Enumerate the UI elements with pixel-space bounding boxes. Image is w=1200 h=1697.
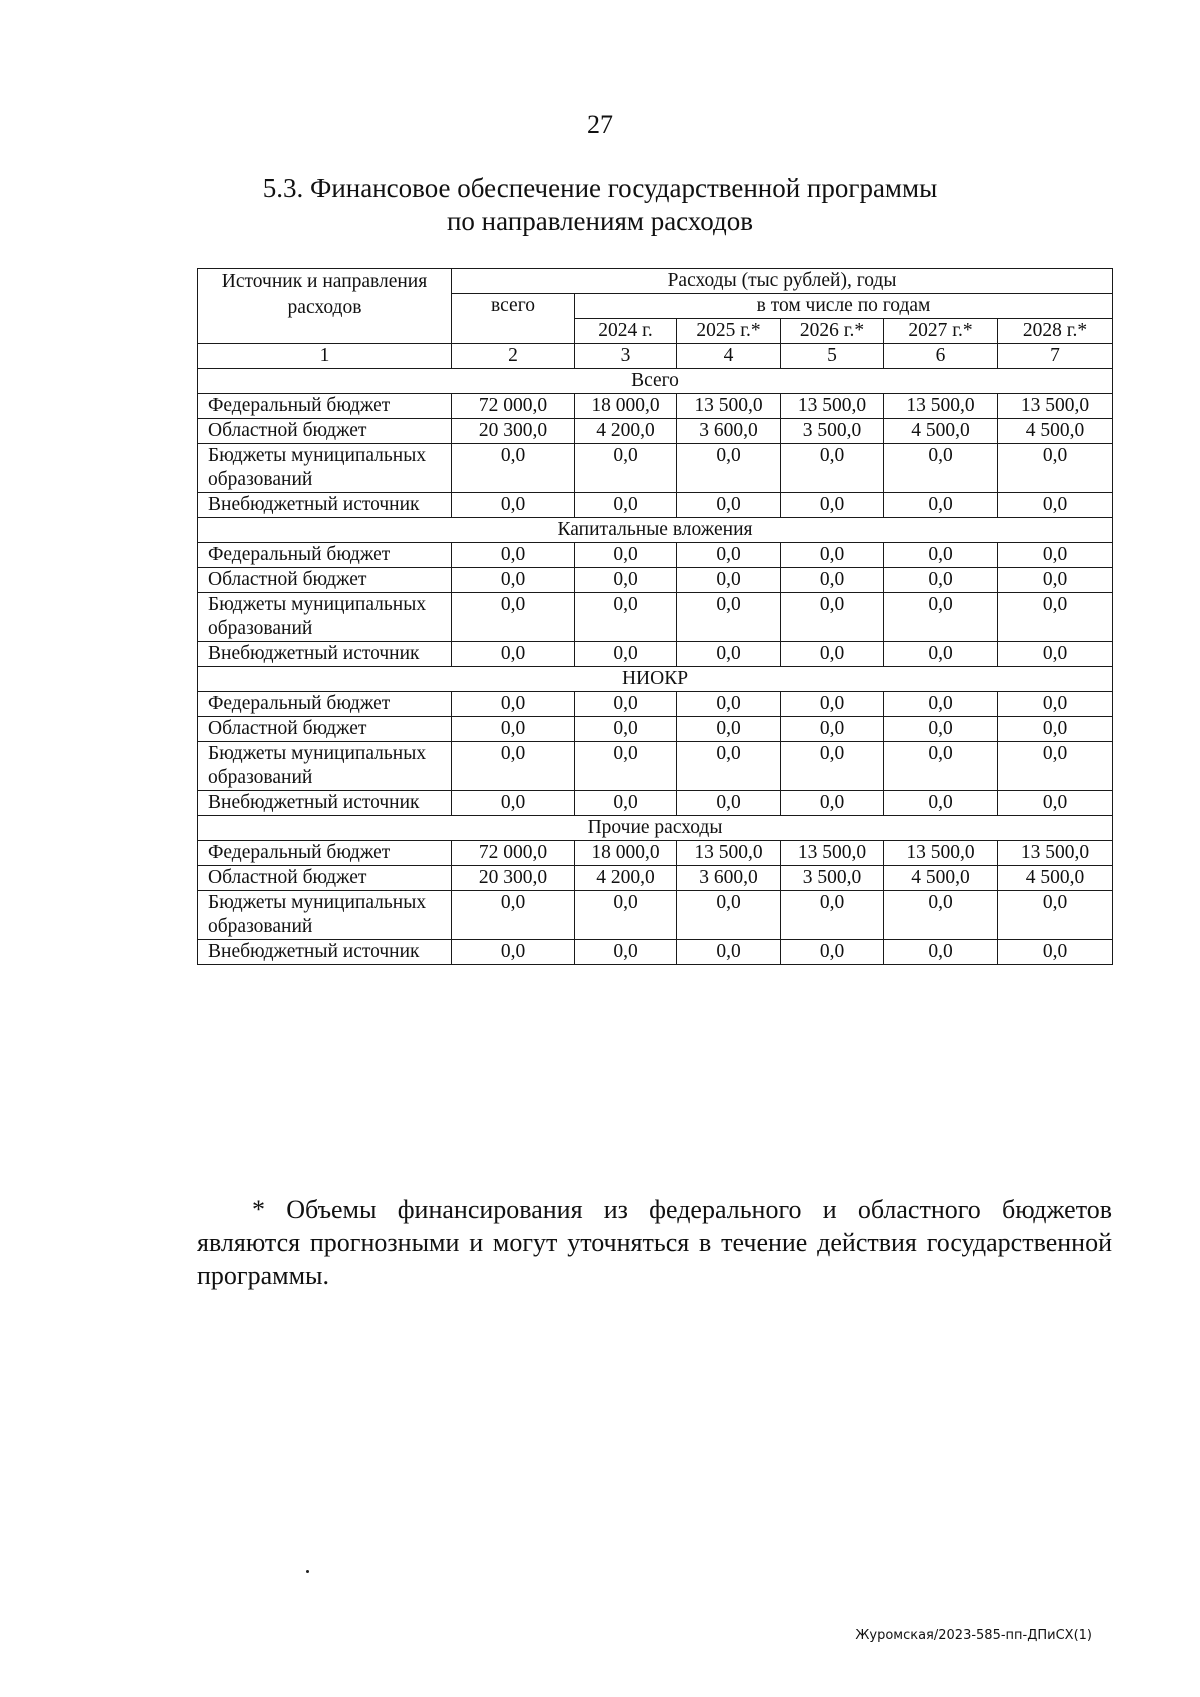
- page-number: 27: [587, 110, 613, 139]
- source-cell: Федеральный бюджет: [198, 841, 452, 866]
- value-cell: 0,0: [575, 593, 677, 642]
- value-cell: 0,0: [884, 742, 998, 791]
- column-number: 6: [884, 344, 998, 369]
- source-cell: Внебюджетный источник: [198, 940, 452, 965]
- source-cell: Федеральный бюджет: [198, 692, 452, 717]
- value-cell: 4 500,0: [884, 419, 998, 444]
- value-cell: 13 500,0: [781, 394, 884, 419]
- value-cell: 0,0: [998, 543, 1113, 568]
- header-year: 2025 г.*: [677, 319, 781, 344]
- value-cell: 0,0: [998, 444, 1113, 493]
- table-row: [198, 891, 1113, 940]
- value-cell: 0,0: [884, 543, 998, 568]
- column-numbers-row: [198, 344, 1113, 369]
- value-cell: 0,0: [998, 742, 1113, 791]
- value-cell: 0,0: [677, 742, 781, 791]
- value-cell: 72 000,0: [452, 394, 575, 419]
- value-cell: 3 500,0: [781, 419, 884, 444]
- table-row: [198, 543, 1113, 568]
- table-row: [198, 791, 1113, 816]
- value-cell: 0,0: [884, 493, 998, 518]
- value-cell: 13 500,0: [998, 394, 1113, 419]
- source-cell: Бюджеты муниципальных образований: [198, 444, 452, 493]
- header-row-1: [198, 269, 1113, 294]
- section-title: НИОКР: [198, 667, 1113, 692]
- value-cell: 0,0: [452, 791, 575, 816]
- table-row: [198, 568, 1113, 593]
- value-cell: 0,0: [884, 593, 998, 642]
- table-row: [198, 419, 1113, 444]
- value-cell: 0,0: [884, 717, 998, 742]
- value-cell: 13 500,0: [781, 841, 884, 866]
- value-cell: 0,0: [452, 642, 575, 667]
- value-cell: 0,0: [781, 642, 884, 667]
- value-cell: 0,0: [677, 493, 781, 518]
- value-cell: 0,0: [998, 791, 1113, 816]
- source-cell: Внебюджетный источник: [198, 493, 452, 518]
- value-cell: 0,0: [677, 717, 781, 742]
- value-cell: 0,0: [452, 444, 575, 493]
- value-cell: 0,0: [998, 717, 1113, 742]
- value-cell: 0,0: [575, 742, 677, 791]
- value-cell: 4 200,0: [575, 419, 677, 444]
- value-cell: 0,0: [781, 791, 884, 816]
- header-year: 2026 г.*: [781, 319, 884, 344]
- value-cell: 0,0: [575, 791, 677, 816]
- section-title: Прочие расходы: [198, 816, 1113, 841]
- value-cell: 4 500,0: [998, 419, 1113, 444]
- value-cell: 0,0: [781, 493, 884, 518]
- value-cell: 0,0: [677, 543, 781, 568]
- value-cell: 0,0: [452, 543, 575, 568]
- table-row: [198, 717, 1113, 742]
- header-year: 2027 г.*: [884, 319, 998, 344]
- value-cell: 0,0: [677, 891, 781, 940]
- value-cell: 0,0: [677, 444, 781, 493]
- section-title: [0, 172, 1200, 238]
- table-row: [198, 444, 1113, 493]
- source-cell: Областной бюджет: [198, 717, 452, 742]
- table-row: [198, 940, 1113, 965]
- value-cell: 0,0: [452, 593, 575, 642]
- value-cell: 0,0: [781, 543, 884, 568]
- source-cell: Бюджеты муниципальных образований: [198, 891, 452, 940]
- value-cell: 0,0: [575, 717, 677, 742]
- value-cell: 0,0: [884, 791, 998, 816]
- value-cell: 0,0: [781, 692, 884, 717]
- source-cell: Бюджеты муниципальных образований: [198, 742, 452, 791]
- table-row: [198, 692, 1113, 717]
- value-cell: 0,0: [781, 717, 884, 742]
- value-cell: 0,0: [781, 940, 884, 965]
- value-cell: 0,0: [677, 593, 781, 642]
- value-cell: 0,0: [575, 692, 677, 717]
- value-cell: 0,0: [677, 642, 781, 667]
- section-row: [198, 369, 1113, 394]
- value-cell: 0,0: [998, 891, 1113, 940]
- value-cell: 3 600,0: [677, 866, 781, 891]
- header-year: 2024 г.: [575, 319, 677, 344]
- table-row: [198, 493, 1113, 518]
- value-cell: 0,0: [452, 568, 575, 593]
- source-cell: Областной бюджет: [198, 866, 452, 891]
- source-cell: Областной бюджет: [198, 419, 452, 444]
- value-cell: 0,0: [575, 642, 677, 667]
- section-title-line-1: 5.3. Финансовое обеспечение государственной программы: [262, 173, 938, 203]
- column-number: 1: [198, 344, 452, 369]
- value-cell: 13 500,0: [677, 394, 781, 419]
- table-row: [198, 593, 1113, 642]
- header-source-column: Источник и направления расходов: [198, 269, 452, 344]
- financing-table: [197, 268, 1113, 965]
- value-cell: 0,0: [998, 692, 1113, 717]
- value-cell: 3 600,0: [677, 419, 781, 444]
- value-cell: 13 500,0: [998, 841, 1113, 866]
- value-cell: 0,0: [998, 642, 1113, 667]
- value-cell: 3 500,0: [781, 866, 884, 891]
- value-cell: 0,0: [781, 593, 884, 642]
- value-cell: 0,0: [452, 717, 575, 742]
- column-number: 5: [781, 344, 884, 369]
- value-cell: 0,0: [452, 692, 575, 717]
- value-cell: 0,0: [884, 692, 998, 717]
- value-cell: 4 500,0: [998, 866, 1113, 891]
- column-number: 3: [575, 344, 677, 369]
- value-cell: 0,0: [575, 940, 677, 965]
- value-cell: 4 200,0: [575, 866, 677, 891]
- value-cell: 0,0: [677, 791, 781, 816]
- value-cell: 0,0: [575, 543, 677, 568]
- section-title-line-2: по направлениям расходов: [446, 206, 753, 236]
- value-cell: 13 500,0: [677, 841, 781, 866]
- table-row: [198, 841, 1113, 866]
- source-cell: Бюджеты муниципальных образований: [198, 593, 452, 642]
- value-cell: 0,0: [884, 891, 998, 940]
- section-title: Капитальные вложения: [198, 518, 1113, 543]
- table-row: [198, 742, 1113, 791]
- source-cell: Внебюджетный источник: [198, 791, 452, 816]
- header-expenses: Расходы (тыс рублей), годы: [452, 269, 1113, 294]
- column-number: 4: [677, 344, 781, 369]
- value-cell: 13 500,0: [884, 841, 998, 866]
- value-cell: 72 000,0: [452, 841, 575, 866]
- header-year: 2028 г.*: [998, 319, 1113, 344]
- value-cell: 0,0: [452, 940, 575, 965]
- value-cell: 13 500,0: [884, 394, 998, 419]
- value-cell: 18 000,0: [575, 394, 677, 419]
- table-row: [198, 642, 1113, 667]
- source-cell: Внебюджетный источник: [198, 642, 452, 667]
- section-title: Всего: [198, 369, 1113, 394]
- header-by-years: в том числе по годам: [575, 294, 1113, 319]
- value-cell: 0,0: [998, 493, 1113, 518]
- value-cell: 0,0: [575, 891, 677, 940]
- section-row: [198, 816, 1113, 841]
- value-cell: 0,0: [677, 568, 781, 593]
- column-number: 2: [452, 344, 575, 369]
- column-number: 7: [998, 344, 1113, 369]
- value-cell: 4 500,0: [884, 866, 998, 891]
- value-cell: 0,0: [575, 493, 677, 518]
- source-cell: Федеральный бюджет: [198, 543, 452, 568]
- value-cell: 0,0: [781, 444, 884, 493]
- document-code: Журомская/2023-585-пп-ДПиСХ(1): [855, 1628, 1092, 1643]
- stray-mark: [306, 1570, 309, 1573]
- value-cell: 0,0: [575, 444, 677, 493]
- footnote: [197, 1193, 1112, 1292]
- value-cell: 0,0: [452, 493, 575, 518]
- value-cell: 0,0: [781, 891, 884, 940]
- header-total: всего: [452, 294, 575, 344]
- source-cell: Федеральный бюджет: [198, 394, 452, 419]
- value-cell: 0,0: [677, 692, 781, 717]
- value-cell: 0,0: [884, 444, 998, 493]
- value-cell: 0,0: [575, 568, 677, 593]
- value-cell: 0,0: [884, 940, 998, 965]
- value-cell: 0,0: [781, 568, 884, 593]
- value-cell: 18 000,0: [575, 841, 677, 866]
- value-cell: 0,0: [884, 568, 998, 593]
- section-row: [198, 518, 1113, 543]
- value-cell: 0,0: [781, 742, 884, 791]
- value-cell: 0,0: [998, 593, 1113, 642]
- value-cell: 20 300,0: [452, 419, 575, 444]
- source-cell: Областной бюджет: [198, 568, 452, 593]
- table-row: [198, 394, 1113, 419]
- footnote-text: * Объемы финансирования из федерального и областного бюджетов являются прогнозными и могут уточняться в течение действия государственной программы.: [197, 1195, 1112, 1290]
- value-cell: 0,0: [677, 940, 781, 965]
- table-row: [198, 866, 1113, 891]
- section-row: [198, 667, 1113, 692]
- value-cell: 0,0: [452, 891, 575, 940]
- value-cell: 0,0: [998, 940, 1113, 965]
- value-cell: 0,0: [884, 642, 998, 667]
- value-cell: 20 300,0: [452, 866, 575, 891]
- value-cell: 0,0: [998, 568, 1113, 593]
- value-cell: 0,0: [452, 742, 575, 791]
